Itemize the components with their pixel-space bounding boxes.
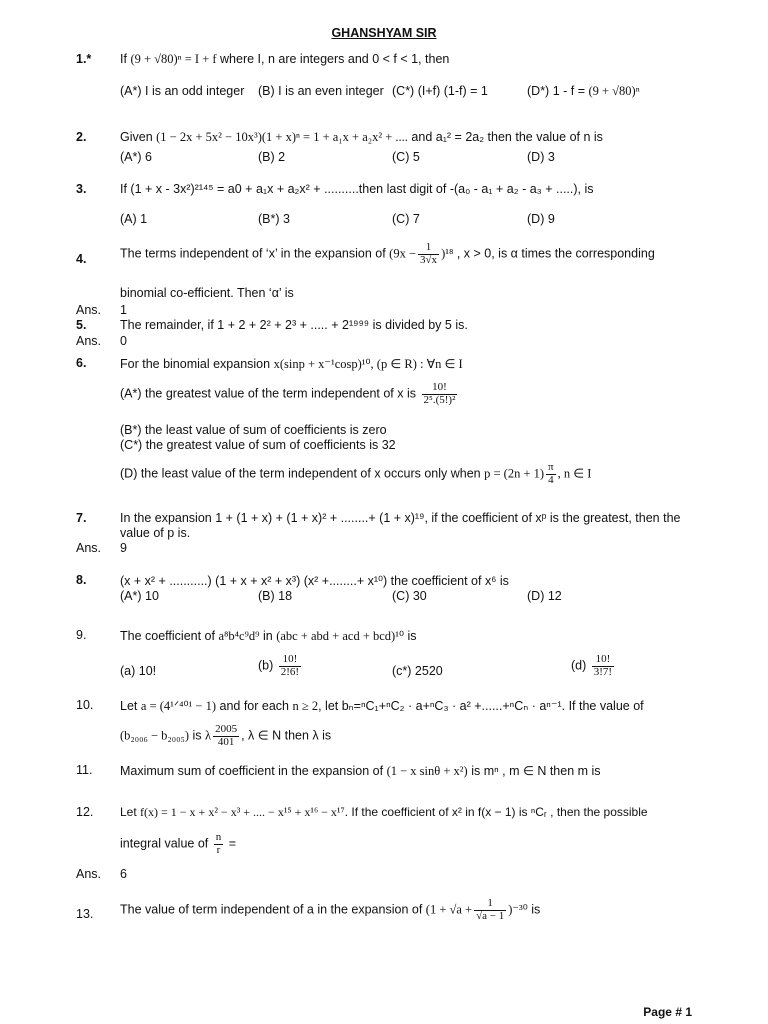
q9-option-b (258, 654, 303, 678)
q6-option-a (120, 382, 692, 406)
q1-option-d (527, 84, 640, 99)
q2-stem-b: and a₁² = 2a₂ then the value of n is (411, 130, 603, 144)
q9-option-d-denominator: 3!7! (593, 665, 613, 678)
q5-number: 5. (76, 318, 87, 332)
q12-stem-d: = (228, 836, 237, 851)
q10-stem-c: , let bₙ=ⁿC₁+ⁿC₂ · a+ⁿC₃ · a² +......+ⁿCₙ · aⁿ⁻¹. If the value of (318, 699, 644, 713)
q12-stem-line2 (120, 832, 692, 856)
q4-fraction-denominator: 3√x (420, 253, 438, 266)
q10-stem-d: is (192, 728, 202, 743)
q4-answer: 1 (120, 303, 127, 317)
q6-stem (120, 356, 692, 372)
q9-option-d-fraction (592, 654, 614, 678)
q9-option-b-fraction (279, 654, 301, 678)
q6-option-c: (C*) the greatest value of sum of coefficients is 32 (120, 438, 396, 452)
q6-option-d-fraction (546, 462, 556, 486)
q13-stem-a: The value of term independent of a in the expansion of (120, 902, 423, 917)
q4-number: 4. (76, 252, 87, 266)
q13-fraction-denominator: √a − 1 (476, 909, 505, 922)
q7-answer-label: Ans. (76, 541, 102, 555)
q11-stem-b: is mⁿ , m ∈ N then m is (471, 764, 601, 778)
q13-expr-b: )⁻³⁰ (508, 902, 528, 917)
q1-option-d-expression: (9 + √80)ⁿ (588, 84, 640, 98)
q9-option-d (571, 654, 616, 678)
q9-stem-b: in (262, 629, 273, 643)
q4-stem-c: binomial co-efficient. Then ‘α’ is (120, 286, 294, 300)
q1-stem-a: If (120, 52, 127, 66)
q8-option-b: (B) 18 (258, 589, 293, 603)
q7-stem-b: value of p is. (120, 526, 191, 540)
q4-fraction-numerator: 1 (418, 242, 439, 255)
q2-option-c: (C) 5 (392, 150, 420, 164)
q10-expr-c: (b₂₀₀₆ − b₂₀₀₅) (120, 728, 189, 743)
q3-option-c: (C) 7 (392, 212, 420, 226)
q4-expr-a: (9x − (389, 246, 417, 261)
q6-stem-a: For the binomial expansion (120, 357, 271, 371)
q8-number: 8. (76, 573, 87, 587)
q10-stem-b: and for each (219, 699, 289, 713)
q4-expr-b: )¹⁸ (441, 246, 454, 261)
q4-fraction (418, 242, 439, 266)
q3-option-b: (B*) 3 (258, 212, 290, 226)
q2-expression: (1 − 2x + 5x² − 10x³)(1 + x)ⁿ = 1 + a₁x + a₂x² + .... (156, 130, 408, 144)
q9-expr-b: (abc + abd + acd + bcd)¹⁰ (276, 629, 404, 643)
q10-stem-a: Let (120, 699, 138, 713)
q13-stem-b: is (531, 902, 541, 917)
q9-stem-a: The coefficient of (120, 629, 215, 643)
q12-stem (120, 805, 692, 820)
q6-option-d-denominator: 4 (548, 473, 554, 486)
q1-stem-b: where I, n are integers and 0 < f < 1, then (220, 52, 450, 66)
q2-stem (120, 130, 692, 145)
q6-option-a-fraction (422, 382, 458, 406)
q12-stem-b: . If the coefficient of x² in f(x − 1) is ⁿCᵣ , then the possible (344, 805, 648, 819)
q3-option-a: (A) 1 (120, 212, 148, 226)
q9-option-c: (c*) 2520 (392, 664, 443, 678)
q12-fraction-denominator: r (216, 843, 221, 856)
q6-option-d-expr-a: p = (2n + 1) (484, 466, 545, 481)
q2-option-b: (B) 2 (258, 150, 286, 164)
q12-answer: 6 (120, 867, 127, 881)
q1-expression: (9 + √80)ⁿ = I + f (130, 52, 217, 66)
q13-expr-a: (1 + √a + (425, 902, 473, 917)
q2-number: 2. (76, 130, 87, 144)
q6-number: 6. (76, 356, 87, 370)
q12-fraction (214, 832, 224, 856)
q9-option-b-label: (b) (258, 658, 274, 673)
q6-option-d (120, 462, 692, 486)
q10-fraction-numerator: 2005 (215, 723, 238, 735)
q8-option-c: (C) 30 (392, 589, 427, 603)
q12-answer-label: Ans. (76, 867, 102, 881)
q13-number: 13. (76, 907, 94, 921)
q3-number: 3. (76, 182, 87, 196)
q10-stem (120, 698, 692, 714)
q2-option-a: (A*) 6 (120, 150, 152, 164)
q12-expression: f(x) = 1 − x + x² − x³ + .... − x¹⁵ + x¹⁶ − x¹⁷ (140, 805, 345, 819)
q12-fraction-numerator: n (215, 831, 222, 843)
q6-option-a-text: (A*) the greatest value of the term independent of x is (120, 386, 417, 401)
q13-fraction (474, 898, 506, 922)
q10-expr-a: a = (4¹ᐟ⁴⁰¹ − 1) (140, 699, 217, 713)
q1-option-a: (A*) I is an odd integer (120, 84, 245, 98)
q9-expr-a: a⁸b⁴c⁹d⁹ (218, 629, 260, 643)
q11-stem-a: Maximum sum of coefficient in the expansion of (120, 764, 384, 778)
page-title: GHANSHYAM SIR (331, 26, 437, 40)
q10-stem-line2 (120, 724, 692, 748)
q13-fraction-numerator: 1 (474, 898, 506, 911)
q9-number: 9. (76, 628, 87, 642)
q1-option-c: (C*) (I+f) (1-f) = 1 (392, 84, 488, 98)
q8-stem: (x + x² + ...........) (1 + x + x² + x³) (x² +........+ x¹⁰) the coefficient of x⁶ is (120, 574, 509, 588)
q7-number: 7. (76, 511, 87, 525)
q4-stem-a: The terms independent of ‘x’ in the expansion of (120, 246, 386, 261)
q6-option-a-denominator: 2⁵.(5!)² (423, 393, 456, 406)
q6-option-d-expr-b: , n ∈ I (557, 466, 592, 481)
q2-stem-a: Given (120, 130, 153, 144)
q10-fraction (213, 724, 239, 748)
q5-stem: The remainder, if 1 + 2 + 2² + 2³ + ..... + 2¹⁹⁹⁹ is divided by 5 is. (120, 318, 468, 332)
q13-stem (120, 898, 692, 922)
q9-option-b-numerator: 10! (279, 654, 301, 667)
q1-stem (120, 52, 692, 67)
page-number: Page # 1 (643, 1005, 692, 1019)
q8-option-a: (A*) 10 (120, 589, 159, 603)
q1-option-b: (B) I is an even integer (258, 84, 384, 98)
q6-option-d-numerator: π (548, 461, 554, 473)
q1-option-d-label: (D*) 1 - f = (527, 84, 589, 98)
q10-stem-e: , λ ∈ N then λ is (241, 728, 332, 743)
q6-option-a-numerator: 10! (422, 382, 458, 395)
q9-option-d-numerator: 10! (592, 654, 614, 667)
q5-answer-label: Ans. (76, 334, 102, 348)
q8-option-d: (D) 12 (527, 589, 562, 603)
q9-stem-c: is (407, 629, 417, 643)
q12-stem-a: Let (120, 805, 137, 819)
q6-option-b: (B*) the least value of sum of coefficients is zero (120, 423, 387, 437)
q9-option-a: (a) 10! (120, 664, 157, 678)
q10-lambda: λ (205, 728, 212, 743)
q11-expression: (1 − x sinθ + x²) (386, 764, 468, 778)
q11-number: 11. (76, 763, 93, 777)
q10-fraction-denominator: 401 (217, 735, 235, 748)
q11-stem (120, 763, 692, 779)
q9-stem (120, 628, 692, 644)
q12-number: 12. (76, 805, 94, 819)
q10-number: 10. (76, 698, 94, 712)
q5-answer: 0 (120, 334, 127, 348)
q4-stem (120, 242, 692, 266)
q7-stem-a: In the expansion 1 + (1 + x) + (1 + x)² + ........+ (1 + x)¹⁹, if the coefficient of xᵖ is the greatest, then the (120, 511, 681, 525)
q1-number: 1.* (76, 52, 92, 66)
q9-option-b-denominator: 2!6! (280, 665, 300, 678)
q3-option-d: (D) 9 (527, 212, 555, 226)
q7-answer: 9 (120, 541, 127, 555)
q10-expr-b: n ≥ 2 (292, 699, 319, 713)
q6-option-d-text: (D) the least value of the term independent of x occurs only when (120, 466, 481, 481)
q4-stem-b: , x > 0, is α times the corresponding (456, 246, 655, 261)
q3-stem: If (1 + x - 3x²)²¹⁴⁵ = a0 + a₁x + a₂x² + ..........then last digit of -(a₀ - a₁ + a₂ - a₃ + .....), is (120, 182, 594, 196)
q6-expression: x(sinp + x⁻¹cosp)¹⁰, (p ∈ R) : ∀n ∈ I (273, 357, 463, 371)
q2-option-d: (D) 3 (527, 150, 555, 164)
q9-option-d-label: (d) (571, 658, 587, 673)
q12-stem-c: integral value of (120, 836, 209, 851)
q4-answer-label: Ans. (76, 303, 102, 317)
